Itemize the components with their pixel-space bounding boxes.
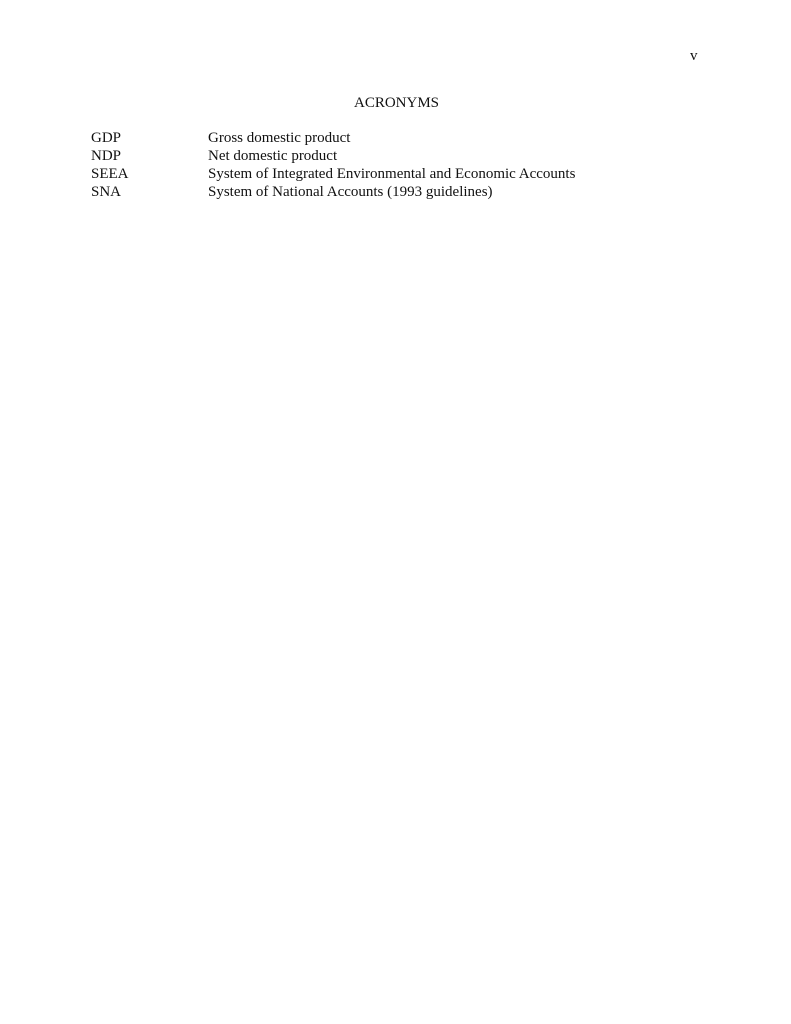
acronym-definition: System of Integrated Environmental and Economic Accounts: [208, 166, 576, 182]
page-title: [0, 94, 791, 112]
page-number: v: [690, 48, 698, 64]
acronym-row: [91, 147, 711, 165]
acronym-definition: Gross domestic product: [208, 130, 351, 146]
acronym-abbreviation: SEEA: [91, 166, 129, 182]
acronym-definition: System of National Accounts (1993 guidelines): [208, 184, 493, 200]
acronym-row: [91, 183, 711, 201]
acronym-abbreviation: NDP: [91, 148, 122, 164]
acronym-abbreviation: SNA: [91, 184, 122, 200]
acronym-definition: Net domestic product: [208, 148, 338, 164]
acronym-abbreviation: GDP: [91, 130, 122, 146]
acronym-row: [91, 129, 711, 147]
acronym-list: [91, 129, 711, 201]
page-title-text: ACRONYMS: [353, 95, 440, 111]
acronym-row: [91, 165, 711, 183]
